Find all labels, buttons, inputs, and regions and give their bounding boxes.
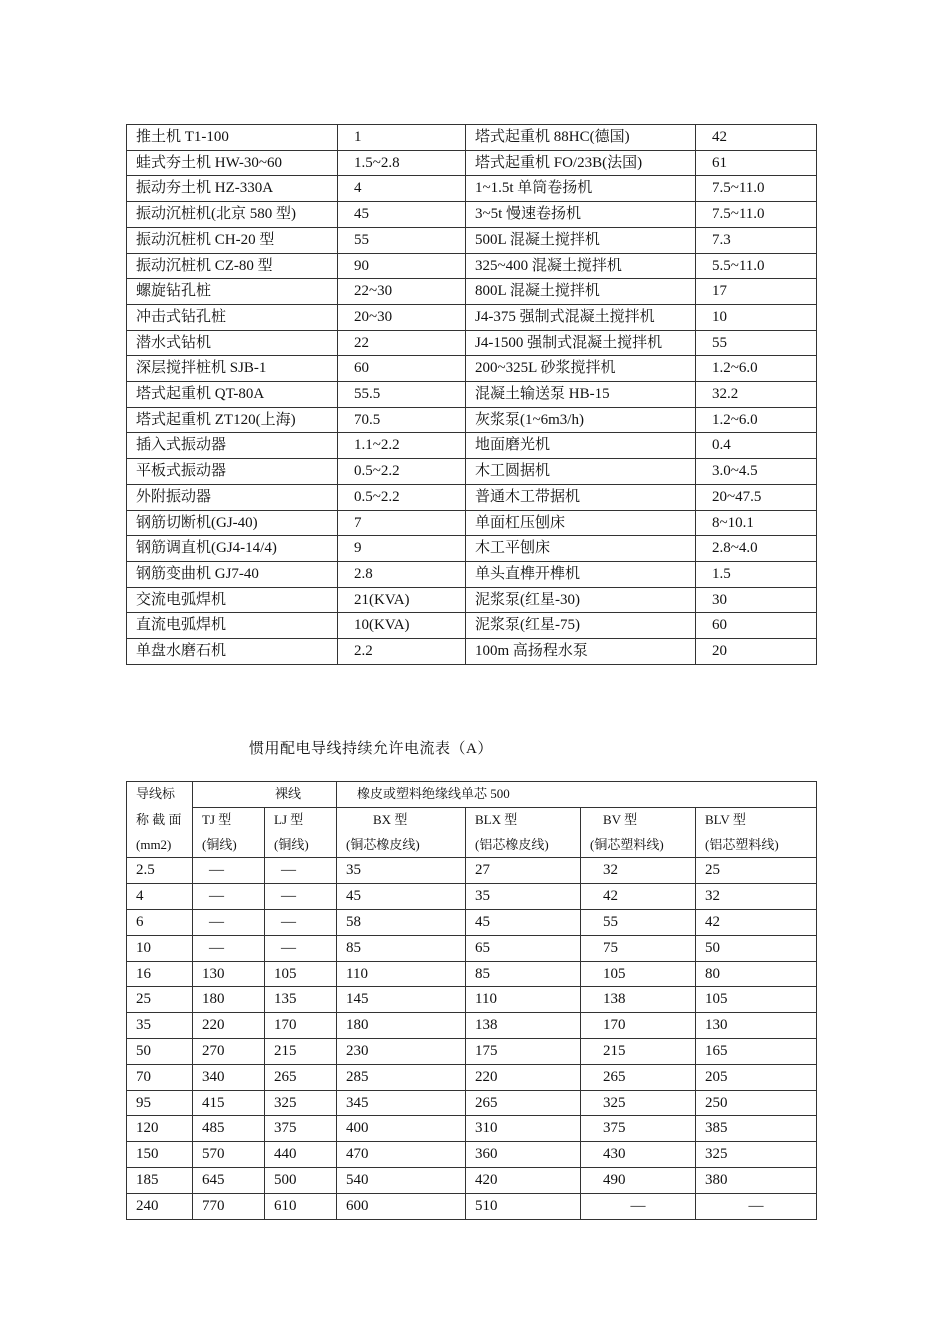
cross-section-cell: 120	[127, 1116, 193, 1142]
current-row	[127, 1064, 817, 1090]
current-value-cell: —	[265, 909, 337, 935]
current-value-cell: 375	[265, 1116, 337, 1142]
current-value-cell: 105	[581, 961, 696, 987]
equipment-row	[127, 561, 817, 587]
equipment-power-cell: 4	[338, 176, 466, 202]
equipment-row	[127, 356, 817, 382]
equipment-power-cell: 70.5	[338, 407, 466, 433]
current-table-caption: 惯用配电导线持续允许电流表（A）	[249, 741, 493, 757]
cross-section-cell: 25	[127, 987, 193, 1013]
current-capacity-table	[126, 781, 817, 1220]
equipment-name-cell: 蛙式夯土机 HW-30~60	[127, 150, 338, 176]
current-value-cell: 325	[265, 1090, 337, 1116]
cross-section-cell: 240	[127, 1193, 193, 1219]
equipment-row	[127, 279, 817, 305]
current-value-cell: 45	[466, 909, 581, 935]
current-value-cell: 55	[581, 909, 696, 935]
equipment-power-cell: 9	[338, 536, 466, 562]
equipment-row	[127, 176, 817, 202]
current-value-cell: 540	[337, 1167, 466, 1193]
current-value-cell: 35	[466, 884, 581, 910]
equipment-power-cell: 0.5~2.2	[338, 484, 466, 510]
equipment-power-cell: 22~30	[338, 279, 466, 305]
equipment-name-cell: 800L 混凝土搅拌机	[466, 279, 696, 305]
current-row	[127, 909, 817, 935]
equipment-name-cell: 100m 高扬程水泵	[466, 639, 696, 665]
equipment-name-cell: 螺旋钻孔桩	[127, 279, 338, 305]
header-bare-group: 裸线	[193, 782, 337, 808]
equipment-row	[127, 125, 817, 151]
current-value-cell: 470	[337, 1142, 466, 1168]
current-value-cell: —	[265, 884, 337, 910]
current-value-cell: 490	[581, 1167, 696, 1193]
equipment-row	[127, 510, 817, 536]
header-type-cell: BX 型	[337, 807, 466, 832]
equipment-name-cell: 钢筋变曲机 GJ7-40	[127, 561, 338, 587]
equipment-row	[127, 536, 817, 562]
equipment-row	[127, 202, 817, 228]
current-value-cell: —	[193, 909, 265, 935]
equipment-power-cell: 1.5~2.8	[338, 150, 466, 176]
equipment-power-cell: 2.8~4.0	[696, 536, 817, 562]
current-value-cell: 138	[466, 1013, 581, 1039]
cross-section-cell: 70	[127, 1064, 193, 1090]
current-value-cell: —	[581, 1193, 696, 1219]
equipment-name-cell: 直流电弧焊机	[127, 613, 338, 639]
equipment-name-cell: 振动沉桩机 CZ-80 型	[127, 253, 338, 279]
equipment-power-cell: 0.5~2.2	[338, 459, 466, 485]
current-row	[127, 1116, 817, 1142]
equipment-name-cell: 钢筋调直机(GJ4-14/4)	[127, 536, 338, 562]
header-type-cell: LJ 型	[265, 807, 337, 832]
header-material-cell: (铝芯塑料线)	[696, 833, 817, 858]
equipment-name-cell: 振动夯土机 HZ-330A	[127, 176, 338, 202]
current-value-cell: 32	[581, 858, 696, 884]
current-value-cell: —	[193, 858, 265, 884]
equipment-name-cell: 单头直榫开榫机	[466, 561, 696, 587]
equipment-name-cell: 插入式振动器	[127, 433, 338, 459]
header-material-cell: (铜线)	[193, 833, 265, 858]
current-value-cell: 340	[193, 1064, 265, 1090]
current-value-cell: 110	[337, 961, 466, 987]
equipment-row	[127, 304, 817, 330]
current-value-cell: 25	[696, 858, 817, 884]
current-value-cell: 45	[337, 884, 466, 910]
equipment-name-cell: 3~5t 慢速卷扬机	[466, 202, 696, 228]
current-value-cell: 42	[581, 884, 696, 910]
equipment-power-cell: 45	[338, 202, 466, 228]
equipment-power-cell: 60	[338, 356, 466, 382]
equipment-power-cell: 17	[696, 279, 817, 305]
current-value-cell: 265	[265, 1064, 337, 1090]
equipment-power-cell: 8~10.1	[696, 510, 817, 536]
header-material-cell: (铜芯塑料线)	[581, 833, 696, 858]
current-value-cell: —	[193, 935, 265, 961]
equipment-power-cell: 1.5	[696, 561, 817, 587]
current-value-cell: 485	[193, 1116, 265, 1142]
cross-section-cell: 150	[127, 1142, 193, 1168]
current-value-cell: 85	[466, 961, 581, 987]
equipment-power-cell: 60	[696, 613, 817, 639]
equipment-name-cell: J4-375 强制式混凝土搅拌机	[466, 304, 696, 330]
equipment-name-cell: 振动沉桩机(北京 580 型)	[127, 202, 338, 228]
equipment-row	[127, 382, 817, 408]
equipment-power-cell: 1	[338, 125, 466, 151]
equipment-power-cell: 30	[696, 587, 817, 613]
current-row	[127, 858, 817, 884]
header-type-cell: BLX 型	[466, 807, 581, 832]
current-value-cell: 265	[581, 1064, 696, 1090]
equipment-row	[127, 227, 817, 253]
equipment-name-cell: 灰浆泵(1~6m3/h)	[466, 407, 696, 433]
current-value-cell: 32	[696, 884, 817, 910]
equipment-row	[127, 587, 817, 613]
current-value-cell: 570	[193, 1142, 265, 1168]
current-value-cell: 165	[696, 1038, 817, 1064]
current-value-cell: 285	[337, 1064, 466, 1090]
current-value-cell: 58	[337, 909, 466, 935]
current-value-cell: 42	[696, 909, 817, 935]
cross-section-cell: 4	[127, 884, 193, 910]
current-value-cell: 770	[193, 1193, 265, 1219]
current-value-cell: 380	[696, 1167, 817, 1193]
equipment-row	[127, 613, 817, 639]
equipment-name-cell: 振动沉桩机 CH-20 型	[127, 227, 338, 253]
equipment-name-cell: 单盘水磨石机	[127, 639, 338, 665]
current-value-cell: 420	[466, 1167, 581, 1193]
equipment-name-cell: 泥浆泵(红星-75)	[466, 613, 696, 639]
current-row	[127, 1167, 817, 1193]
equipment-power-cell: 2.2	[338, 639, 466, 665]
equipment-name-cell: 平板式振动器	[127, 459, 338, 485]
equipment-row	[127, 484, 817, 510]
cross-section-cell: 2.5	[127, 858, 193, 884]
cross-section-cell: 6	[127, 909, 193, 935]
current-value-cell: —	[265, 858, 337, 884]
current-value-cell: 80	[696, 961, 817, 987]
current-value-cell: 110	[466, 987, 581, 1013]
equipment-power-cell: 2.8	[338, 561, 466, 587]
current-value-cell: 310	[466, 1116, 581, 1142]
equipment-power-cell: 21(KVA)	[338, 587, 466, 613]
equipment-name-cell: 推土机 T1-100	[127, 125, 338, 151]
header-material-cell: (铜线)	[265, 833, 337, 858]
current-value-cell: 215	[581, 1038, 696, 1064]
header-material-cell: (铜芯橡皮线)	[337, 833, 466, 858]
equipment-name-cell: 潜水式钻机	[127, 330, 338, 356]
current-value-cell: 345	[337, 1090, 466, 1116]
equipment-power-cell: 61	[696, 150, 817, 176]
current-value-cell: 265	[466, 1090, 581, 1116]
current-value-cell: 400	[337, 1116, 466, 1142]
equipment-name-cell: 交流电弧焊机	[127, 587, 338, 613]
current-row	[127, 1142, 817, 1168]
current-value-cell: 385	[696, 1116, 817, 1142]
equipment-power-cell: 55.5	[338, 382, 466, 408]
cross-section-cell: 95	[127, 1090, 193, 1116]
current-value-cell: 645	[193, 1167, 265, 1193]
header-cross-section: 导线标	[127, 782, 193, 808]
equipment-power-cell: 90	[338, 253, 466, 279]
current-value-cell: 215	[265, 1038, 337, 1064]
cross-section-cell: 50	[127, 1038, 193, 1064]
current-row	[127, 1038, 817, 1064]
current-row	[127, 1193, 817, 1219]
header-cross-section-unit: (mm2)	[127, 833, 193, 858]
current-value-cell: 65	[466, 935, 581, 961]
equipment-name-cell: 木工圆据机	[466, 459, 696, 485]
equipment-name-cell: 冲击式钻孔桩	[127, 304, 338, 330]
current-value-cell: 50	[696, 935, 817, 961]
equipment-name-cell: 木工平刨床	[466, 536, 696, 562]
equipment-power-cell: 0.4	[696, 433, 817, 459]
equipment-power-cell: 7.5~11.0	[696, 202, 817, 228]
header-type-cell: BLV 型	[696, 807, 817, 832]
equipment-name-cell: 普通木工带据机	[466, 484, 696, 510]
current-row	[127, 935, 817, 961]
equipment-power-cell: 5.5~11.0	[696, 253, 817, 279]
cross-section-cell: 16	[127, 961, 193, 987]
equipment-row	[127, 407, 817, 433]
equipment-name-cell: 地面磨光机	[466, 433, 696, 459]
header-cross-section-2: 称 截 面	[127, 807, 193, 832]
current-value-cell: —	[193, 884, 265, 910]
current-value-cell: —	[265, 935, 337, 961]
cross-section-cell: 185	[127, 1167, 193, 1193]
equipment-power-cell: 42	[696, 125, 817, 151]
equipment-power-cell: 55	[696, 330, 817, 356]
equipment-name-cell: 钢筋切断机(GJ-40)	[127, 510, 338, 536]
current-value-cell: 205	[696, 1064, 817, 1090]
header-type-cell: TJ 型	[193, 807, 265, 832]
current-value-cell: 600	[337, 1193, 466, 1219]
current-value-cell: 220	[466, 1064, 581, 1090]
equipment-name-cell: 塔式起重机 QT-80A	[127, 382, 338, 408]
equipment-power-cell: 32.2	[696, 382, 817, 408]
equipment-name-cell: 混凝土输送泵 HB-15	[466, 382, 696, 408]
current-value-cell: 27	[466, 858, 581, 884]
equipment-name-cell: 泥浆泵(红星-30)	[466, 587, 696, 613]
current-value-cell: 180	[193, 987, 265, 1013]
equipment-row	[127, 330, 817, 356]
equipment-power-cell: 10(KVA)	[338, 613, 466, 639]
current-value-cell: 170	[265, 1013, 337, 1039]
equipment-power-cell: 7	[338, 510, 466, 536]
header-insulated-group: 橡皮或塑料绝缘线单芯 500	[337, 782, 817, 808]
equipment-row	[127, 639, 817, 665]
current-value-cell: 270	[193, 1038, 265, 1064]
equipment-power-cell: 7.5~11.0	[696, 176, 817, 202]
current-value-cell: 360	[466, 1142, 581, 1168]
equipment-name-cell: 深层搅拌桩机 SJB-1	[127, 356, 338, 382]
current-value-cell: 430	[581, 1142, 696, 1168]
current-row	[127, 987, 817, 1013]
equipment-row	[127, 253, 817, 279]
current-value-cell: 130	[193, 961, 265, 987]
cross-section-cell: 10	[127, 935, 193, 961]
current-row	[127, 884, 817, 910]
equipment-power-cell: 22	[338, 330, 466, 356]
current-value-cell: 130	[696, 1013, 817, 1039]
equipment-name-cell: 外附振动器	[127, 484, 338, 510]
current-value-cell: 170	[581, 1013, 696, 1039]
current-value-cell: 145	[337, 987, 466, 1013]
current-value-cell: 230	[337, 1038, 466, 1064]
equipment-power-cell: 1.2~6.0	[696, 407, 817, 433]
current-row	[127, 1013, 817, 1039]
equipment-power-table	[126, 124, 817, 665]
current-value-cell: 325	[696, 1142, 817, 1168]
current-value-cell: 220	[193, 1013, 265, 1039]
current-value-cell: 325	[581, 1090, 696, 1116]
equipment-power-cell: 20	[696, 639, 817, 665]
equipment-row	[127, 150, 817, 176]
current-value-cell: 85	[337, 935, 466, 961]
equipment-name-cell: 塔式起重机 FO/23B(法国)	[466, 150, 696, 176]
current-value-cell: 175	[466, 1038, 581, 1064]
current-value-cell: 105	[265, 961, 337, 987]
current-value-cell: 500	[265, 1167, 337, 1193]
current-value-cell: 415	[193, 1090, 265, 1116]
equipment-name-cell: 325~400 混凝土搅拌机	[466, 253, 696, 279]
equipment-power-cell: 1.1~2.2	[338, 433, 466, 459]
current-value-cell: 610	[265, 1193, 337, 1219]
equipment-name-cell: 塔式起重机 ZT120(上海)	[127, 407, 338, 433]
equipment-power-cell: 7.3	[696, 227, 817, 253]
equipment-row	[127, 433, 817, 459]
current-value-cell: 510	[466, 1193, 581, 1219]
header-material-cell: (铝芯橡皮线)	[466, 833, 581, 858]
current-value-cell: 135	[265, 987, 337, 1013]
equipment-row	[127, 459, 817, 485]
current-value-cell: 440	[265, 1142, 337, 1168]
current-row	[127, 961, 817, 987]
equipment-name-cell: J4-1500 强制式混凝土搅拌机	[466, 330, 696, 356]
equipment-name-cell: 单面杠压刨床	[466, 510, 696, 536]
current-value-cell: 105	[696, 987, 817, 1013]
equipment-power-cell: 20~47.5	[696, 484, 817, 510]
current-value-cell: —	[696, 1193, 817, 1219]
current-value-cell: 138	[581, 987, 696, 1013]
current-row	[127, 1090, 817, 1116]
current-value-cell: 180	[337, 1013, 466, 1039]
current-value-cell: 75	[581, 935, 696, 961]
cross-section-cell: 35	[127, 1013, 193, 1039]
current-value-cell: 375	[581, 1116, 696, 1142]
equipment-power-cell: 1.2~6.0	[696, 356, 817, 382]
equipment-power-cell: 10	[696, 304, 817, 330]
equipment-power-cell: 55	[338, 227, 466, 253]
equipment-name-cell: 500L 混凝土搅拌机	[466, 227, 696, 253]
current-value-cell: 35	[337, 858, 466, 884]
current-value-cell: 250	[696, 1090, 817, 1116]
equipment-power-cell: 20~30	[338, 304, 466, 330]
equipment-name-cell: 塔式起重机 88HC(德国)	[466, 125, 696, 151]
equipment-power-cell: 3.0~4.5	[696, 459, 817, 485]
equipment-name-cell: 200~325L 砂浆搅拌机	[466, 356, 696, 382]
header-type-cell: BV 型	[581, 807, 696, 832]
equipment-name-cell: 1~1.5t 单筒卷扬机	[466, 176, 696, 202]
